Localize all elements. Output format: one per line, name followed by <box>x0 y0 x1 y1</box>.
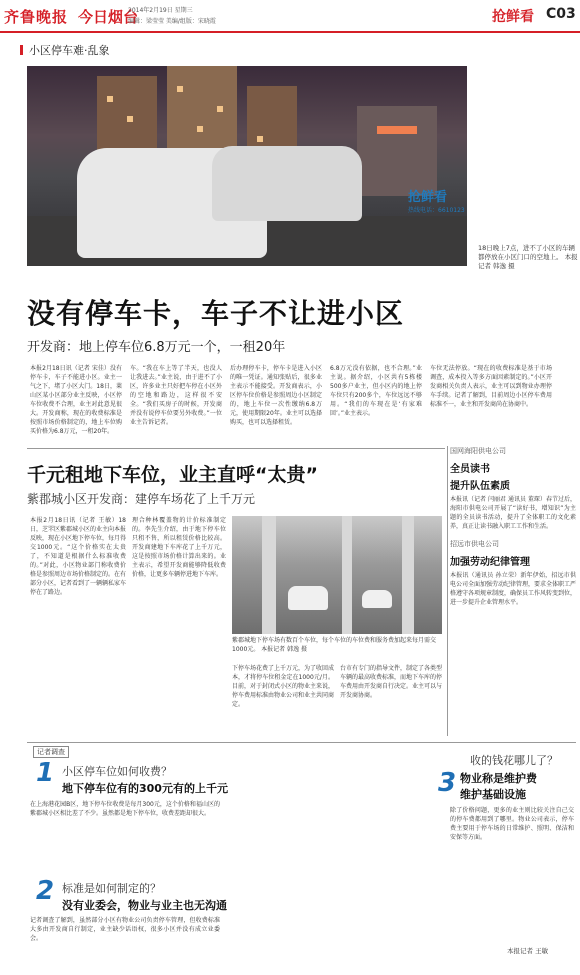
qa-byline: 本报记者 王敏 <box>507 947 549 955</box>
photo2-caption: 紫郡城地下停车场有数百个车位，每个车位的车位费和服务费加起来每月需交1000元。 本报记者 韩逸 摄 <box>232 637 437 653</box>
parking-lot-photo <box>27 66 467 266</box>
question-3-head: 收的钱花哪儿了？ <box>470 754 558 767</box>
story1-col2: 车。“我在车上等了半天，也没人让我进去。”业主说，由于进不了小区，许多业主只好把车停在小区外的空地和路边，这样很不安全。“我们买房子的时候，开发商并没有说停车位要另外收费。”一位业主告诉记者。 <box>130 365 222 426</box>
question-2-text: 记者调查了解到，虽然部分小区有物业公司负责停车管理，但收费标准大多由开发商自行制定，业主缺少话语权，很多小区并没有成立业委会。 <box>30 917 220 942</box>
header-rule <box>0 31 580 33</box>
question-1-text: 在上海港花园B区，地下停车位收费是每月300元，这个价格和福山区的紫郡城小区相比差了不少。虽然都是地下停车位，收费差距却很大。 <box>30 801 220 817</box>
editor-credits: 编辑：梁莹莹 美编/组版：宋晓霞 <box>128 18 216 25</box>
story2-col4: 台市有专门的指导文件，制定了各类型车辆的最高收费标准，而地下车库的停车费用由开发商自行决定。业主可以与开发商协商。 <box>340 665 443 699</box>
question-3-answer-line1: 物业称是维护费 <box>460 772 537 785</box>
question-2-head: 标准是如何制定的？ <box>62 882 161 895</box>
main-subheadline: 开发商：地上停车位6.8万元一个，一租20年 <box>27 340 286 355</box>
main-headline: 没有停车卡，车子不让进小区 <box>27 297 405 330</box>
photo1-caption: 18日晚上7点，进不了小区的车辆都停放在小区门口的空地上。 本报记者 韩逸 摄 <box>478 244 578 270</box>
story1-col3: 后办理停车卡，停车卡是进入小区的唯一凭证。通知张贴后，很多业主表示不能接受。开发商表示，小区停车位价格是参照周边小区制定的，地上车位一次性缴纳6.8万元，使用期限20年。业主可以选择购买，也可以选择租赁。 <box>230 365 322 426</box>
story2-col2: 理合种林覆盖物的计价标准制定的。李先生介绍，由于地下停车位只租不售，所以租赁价格比较高。开发商建地下车库花了上千万元，这是按照市场价格计算出来的。业主表示，希望开发商能够降低收费价格，让更多车辆停进地下车库。 <box>132 517 226 578</box>
story1-col4: 6.8万元没有依据，也不合理。”业主说。据介绍，小区共有5栋楼500多户业主，但小区内的地上停车位只有200多个，车位远远不够用。“我们的车现在是‘有家难回’。”业主表示。 <box>330 365 422 417</box>
question-3-text: 除了价格问题，更多的业主则比较关注自己交的停车费都用到了哪里。物业公司表示，停车费主要用于停车场的日常维护、照明、保洁和安保等方面。 <box>450 807 574 841</box>
question-3-number: 3 <box>438 768 457 798</box>
question-1-number: 1 <box>36 758 55 788</box>
sidebar-headline-2: 加强劳动纪律管理 <box>450 557 530 568</box>
story2-col3: 下停车场花费了上千万元，为了收回成本，才将停车位租金定在1000元/月。目前，对于封闭式小区的物业主来说，停车费用标准由物业公司和业主共同商定。 <box>232 665 335 708</box>
story1-col1: 本报2月18日讯（记者 宋佳）没有停车卡，车子不能进小区。业主一气之下，堵了小区大门。18日，莱山区某小区部分业主反映，小区停车位收费不合理，业主对此意见很大。开发商称，现在的收费标准是按照市场价格制定的，地上车位购买价格为6.8万元，一租20年。 <box>30 365 122 435</box>
page-code: C03 <box>546 6 576 22</box>
investigation-tag: 记者调查 <box>33 746 69 758</box>
section-divider <box>27 448 445 449</box>
question-2-number: 2 <box>36 876 55 906</box>
story2-subheadline: 紫郡城小区开发商：建停车场花了上千万元 <box>27 492 256 506</box>
sidebar-headline-1b: 提升队伍素质 <box>450 481 510 492</box>
sidebar-text-1: 本报讯（记者 闫丽君 通讯员 董琛）春节过后，海阳市供电公司开展了“读好书，增知识”为主题的全员读书活动，提升了全体职工的文化素养，真正让读书融入职工工作和生活。 <box>450 496 576 530</box>
sidebar-rule <box>447 446 448 736</box>
topic-label: 小区停车难·乱象 <box>20 42 110 58</box>
question-2-answer: 没有业委会，物业与业主也无沟通 <box>62 899 227 912</box>
hot-topic-badge <box>408 186 472 234</box>
silver-car <box>212 146 362 221</box>
section-title: 今日烟台 <box>78 8 139 26</box>
question-1-answer: 地下停车位有的300元有的上千元 <box>62 782 228 795</box>
paper-logo: 齐鲁晚报 <box>4 8 69 26</box>
sidebar-headline-1a: 全员读书 <box>450 464 490 475</box>
masthead <box>0 0 580 34</box>
story1-col5: 车位无法停放。“现在的收费标准是基于市场调查，成本投入等多方面因素制定的。”小区开发商相关负责人表示，业主可以到物业办理停车手续。记者了解到，目前周边小区停车费用标准不一，业主和开发商尚在协商中。 <box>430 365 552 408</box>
qa-top-rule <box>27 742 576 743</box>
sidebar-kicker-2: 招远市供电公司 <box>450 540 499 548</box>
question-1-head: 小区停车位如何收费？ <box>62 765 172 778</box>
sidebar-kicker-1: 国网海阳供电公司 <box>450 447 506 455</box>
badge-title: 抢鲜看 <box>408 190 448 205</box>
issue-date: 2014年2月19日 星期三 <box>128 7 193 14</box>
question-3-answer-line2: 维护基础设施 <box>460 788 526 801</box>
news-brief-sidebar <box>450 446 576 736</box>
badge-hotline: 热线电话：6610123 <box>408 207 465 214</box>
sidebar-text-2: 本报讯（通讯员 孙立荣）新年伊始，招远市供电公司全面加强劳动纪律管理，要求全体职工严格遵守各项规章制度，确保员工作风转变到位，进一步提升企业管理水平。 <box>450 572 577 606</box>
story2-headline: 千元租地下车位，业主直呼“太贵” <box>27 464 318 486</box>
story2-col1: 本报2月18日讯（记者 王敏）18日，芝罘区紫郡城小区的业主向本报反映，现在小区地下停车位，每月得交1000元。“这个价格实在太贵了，不知道是根据什么标准收费的。”对此，小区物业部门称收费价格是参照周边市场价格制定的。在有部分小区，记者看到了一辆辆私家车停在了路边。 <box>30 517 127 596</box>
brand-label: 抢鲜看 <box>492 9 534 25</box>
underground-garage-photo <box>232 516 442 634</box>
